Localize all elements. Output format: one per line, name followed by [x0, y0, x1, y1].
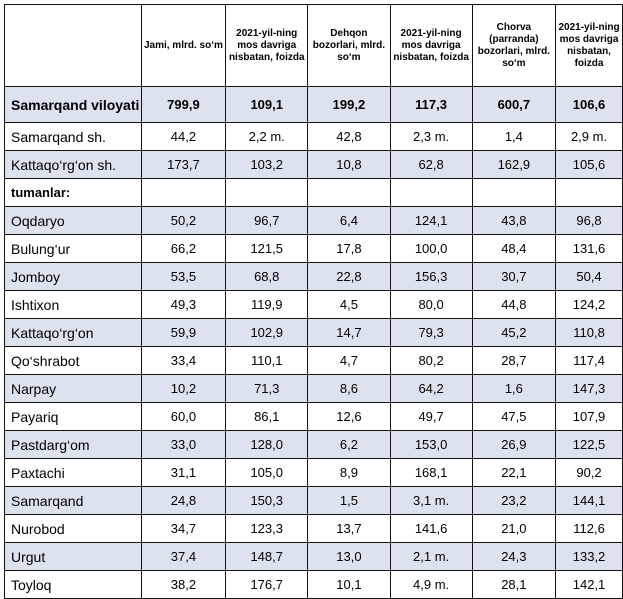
table-row-district [5, 543, 623, 571]
dehqon-percent: 141,6 [390, 515, 472, 543]
dehqon-value: 1,5 [308, 487, 390, 515]
table-row-district [5, 431, 623, 459]
total-value: 34,7 [141, 515, 225, 543]
dehqon-percent: 80,2 [390, 347, 472, 375]
dehqon-value: 8,6 [308, 375, 390, 403]
dehqon-value: 10,1 [308, 571, 390, 599]
chorva-percent: 144,1 [556, 487, 623, 515]
district-name: Oqdaryo [5, 207, 142, 235]
chorva-percent: 96,8 [556, 207, 623, 235]
chorva-percent: 133,2 [556, 543, 623, 571]
chorva-value: 162,9 [472, 151, 555, 179]
dehqon-percent: 156,3 [390, 263, 472, 291]
dehqon-value: 13,7 [308, 515, 390, 543]
table-row-total [5, 87, 623, 123]
district-name: Toyloq [5, 571, 142, 599]
region-name: Samarqand viloyati [5, 87, 142, 123]
total-value: 37,4 [141, 543, 225, 571]
chorva-value: 43,8 [472, 207, 555, 235]
empty-cell [226, 179, 308, 207]
dehqon-percent: 117,3 [390, 87, 472, 123]
table-row-city [5, 151, 623, 179]
empty-cell [308, 179, 390, 207]
district-name: Ishtixon [5, 291, 142, 319]
dehqon-percent: 80,0 [390, 291, 472, 319]
total-value: 24,8 [141, 487, 225, 515]
header-corner-cell [5, 5, 142, 87]
table-row-district [5, 319, 623, 347]
chorva-value: 22,1 [472, 459, 555, 487]
chorva-value: 44,8 [472, 291, 555, 319]
total-value: 799,9 [141, 87, 225, 123]
chorva-value: 30,7 [472, 263, 555, 291]
chorva-percent: 110,8 [556, 319, 623, 347]
dehqon-percent: 2,3 m. [390, 123, 472, 151]
district-name: Samarqand [5, 487, 142, 515]
chorva-percent: 90,2 [556, 459, 623, 487]
district-name: Kattaqo‘rg‘on [5, 319, 142, 347]
district-name: Pastdarg‘om [5, 431, 142, 459]
city-name: Samarqand sh. [5, 123, 142, 151]
total-value: 49,3 [141, 291, 225, 319]
total-value: 33,0 [141, 431, 225, 459]
total-percent: 121,5 [226, 235, 308, 263]
total-percent: 119,9 [226, 291, 308, 319]
chorva-value: 26,9 [472, 431, 555, 459]
market-turnover-table [4, 4, 623, 599]
total-percent: 110,1 [226, 347, 308, 375]
chorva-percent: 124,2 [556, 291, 623, 319]
total-percent: 68,8 [226, 263, 308, 291]
chorva-value: 600,7 [472, 87, 555, 123]
table-row-district [5, 291, 623, 319]
dehqon-value: 42,8 [308, 123, 390, 151]
table-row-district [5, 403, 623, 431]
table-row-district [5, 487, 623, 515]
total-value: 53,5 [141, 263, 225, 291]
header-dehqon: Dehqon bozorlari, mlrd. so‘m [308, 5, 390, 87]
dehqon-percent: 3,1 m. [390, 487, 472, 515]
total-percent: 123,3 [226, 515, 308, 543]
chorva-value: 23,2 [472, 487, 555, 515]
total-value: 173,7 [141, 151, 225, 179]
dehqon-percent: 124,1 [390, 207, 472, 235]
district-name: Narpay [5, 375, 142, 403]
chorva-value: 48,4 [472, 235, 555, 263]
total-percent: 148,7 [226, 543, 308, 571]
chorva-percent: 107,9 [556, 403, 623, 431]
chorva-percent: 147,3 [556, 375, 623, 403]
chorva-percent: 117,4 [556, 347, 623, 375]
total-percent: 128,0 [226, 431, 308, 459]
total-value: 66,2 [141, 235, 225, 263]
total-percent: 150,3 [226, 487, 308, 515]
total-value: 60,0 [141, 403, 225, 431]
district-name: Bulung‘ur [5, 235, 142, 263]
total-percent: 105,0 [226, 459, 308, 487]
dehqon-percent: 64,2 [390, 375, 472, 403]
table-row-district [5, 347, 623, 375]
table-row-district [5, 263, 623, 291]
total-percent: 86,1 [226, 403, 308, 431]
header-dehqon-percent: 2021-yil-ning mos davriga nisbatan, foizda [390, 5, 472, 87]
district-name: Payariq [5, 403, 142, 431]
table-row-subheader [5, 179, 623, 207]
chorva-percent: 122,5 [556, 431, 623, 459]
dehqon-value: 199,2 [308, 87, 390, 123]
dehqon-percent: 49,7 [390, 403, 472, 431]
chorva-percent: 2,9 m. [556, 123, 623, 151]
chorva-percent: 131,6 [556, 235, 623, 263]
table-row-district [5, 235, 623, 263]
dehqon-value: 22,8 [308, 263, 390, 291]
dehqon-value: 17,8 [308, 235, 390, 263]
city-name: Kattaqo‘rg‘on sh. [5, 151, 142, 179]
empty-cell [472, 179, 555, 207]
total-percent: 96,7 [226, 207, 308, 235]
dehqon-percent: 2,1 m. [390, 543, 472, 571]
total-value: 38,2 [141, 571, 225, 599]
header-row [5, 5, 623, 87]
empty-cell [141, 179, 225, 207]
dehqon-percent: 4,9 m. [390, 571, 472, 599]
dehqon-value: 10,8 [308, 151, 390, 179]
dehqon-value: 4,5 [308, 291, 390, 319]
market-turnover-table-container [4, 4, 623, 599]
table-row-district [5, 571, 623, 599]
empty-cell [390, 179, 472, 207]
chorva-percent: 142,1 [556, 571, 623, 599]
table-row-district [5, 459, 623, 487]
chorva-value: 21,0 [472, 515, 555, 543]
header-total-percent: 2021-yil-ning mos davriga nisbatan, foizda [226, 5, 308, 87]
total-percent: 103,2 [226, 151, 308, 179]
table-row-district [5, 515, 623, 543]
header-chorva-percent: 2021-yil-ning mos davriga nisbatan, foizda [556, 5, 623, 87]
dehqon-percent: 153,0 [390, 431, 472, 459]
total-value: 59,9 [141, 319, 225, 347]
districts-subheader: tumanlar: [5, 179, 142, 207]
chorva-value: 1,6 [472, 375, 555, 403]
district-name: Urgut [5, 543, 142, 571]
district-name: Nurobod [5, 515, 142, 543]
dehqon-value: 8,9 [308, 459, 390, 487]
dehqon-value: 6,2 [308, 431, 390, 459]
chorva-value: 24,3 [472, 543, 555, 571]
chorva-value: 1,4 [472, 123, 555, 151]
total-percent: 102,9 [226, 319, 308, 347]
district-name: Qo‘shrabot [5, 347, 142, 375]
dehqon-percent: 168,1 [390, 459, 472, 487]
table-body [5, 87, 623, 599]
chorva-value: 45,2 [472, 319, 555, 347]
total-value: 10,2 [141, 375, 225, 403]
district-name: Paxtachi [5, 459, 142, 487]
header-chorva: Chorva (parranda) bozorlari, mlrd. so‘m [472, 5, 555, 87]
table-row-district [5, 207, 623, 235]
total-percent: 71,3 [226, 375, 308, 403]
chorva-percent: 112,6 [556, 515, 623, 543]
total-value: 31,1 [141, 459, 225, 487]
dehqon-value: 12,6 [308, 403, 390, 431]
chorva-percent: 105,6 [556, 151, 623, 179]
chorva-percent: 106,6 [556, 87, 623, 123]
header-total: Jami, mlrd. so‘m [141, 5, 225, 87]
dehqon-percent: 62,8 [390, 151, 472, 179]
total-percent: 109,1 [226, 87, 308, 123]
total-percent: 176,7 [226, 571, 308, 599]
empty-cell [556, 179, 623, 207]
chorva-value: 47,5 [472, 403, 555, 431]
dehqon-value: 14,7 [308, 319, 390, 347]
dehqon-percent: 79,3 [390, 319, 472, 347]
total-value: 33,4 [141, 347, 225, 375]
chorva-value: 28,7 [472, 347, 555, 375]
total-value: 44,2 [141, 123, 225, 151]
dehqon-percent: 100,0 [390, 235, 472, 263]
table-row-city [5, 123, 623, 151]
dehqon-value: 6,4 [308, 207, 390, 235]
chorva-percent: 50,4 [556, 263, 623, 291]
district-name: Jomboy [5, 263, 142, 291]
dehqon-value: 13,0 [308, 543, 390, 571]
table-row-district [5, 375, 623, 403]
total-value: 50,2 [141, 207, 225, 235]
total-percent: 2,2 m. [226, 123, 308, 151]
chorva-value: 28,1 [472, 571, 555, 599]
dehqon-value: 4,7 [308, 347, 390, 375]
